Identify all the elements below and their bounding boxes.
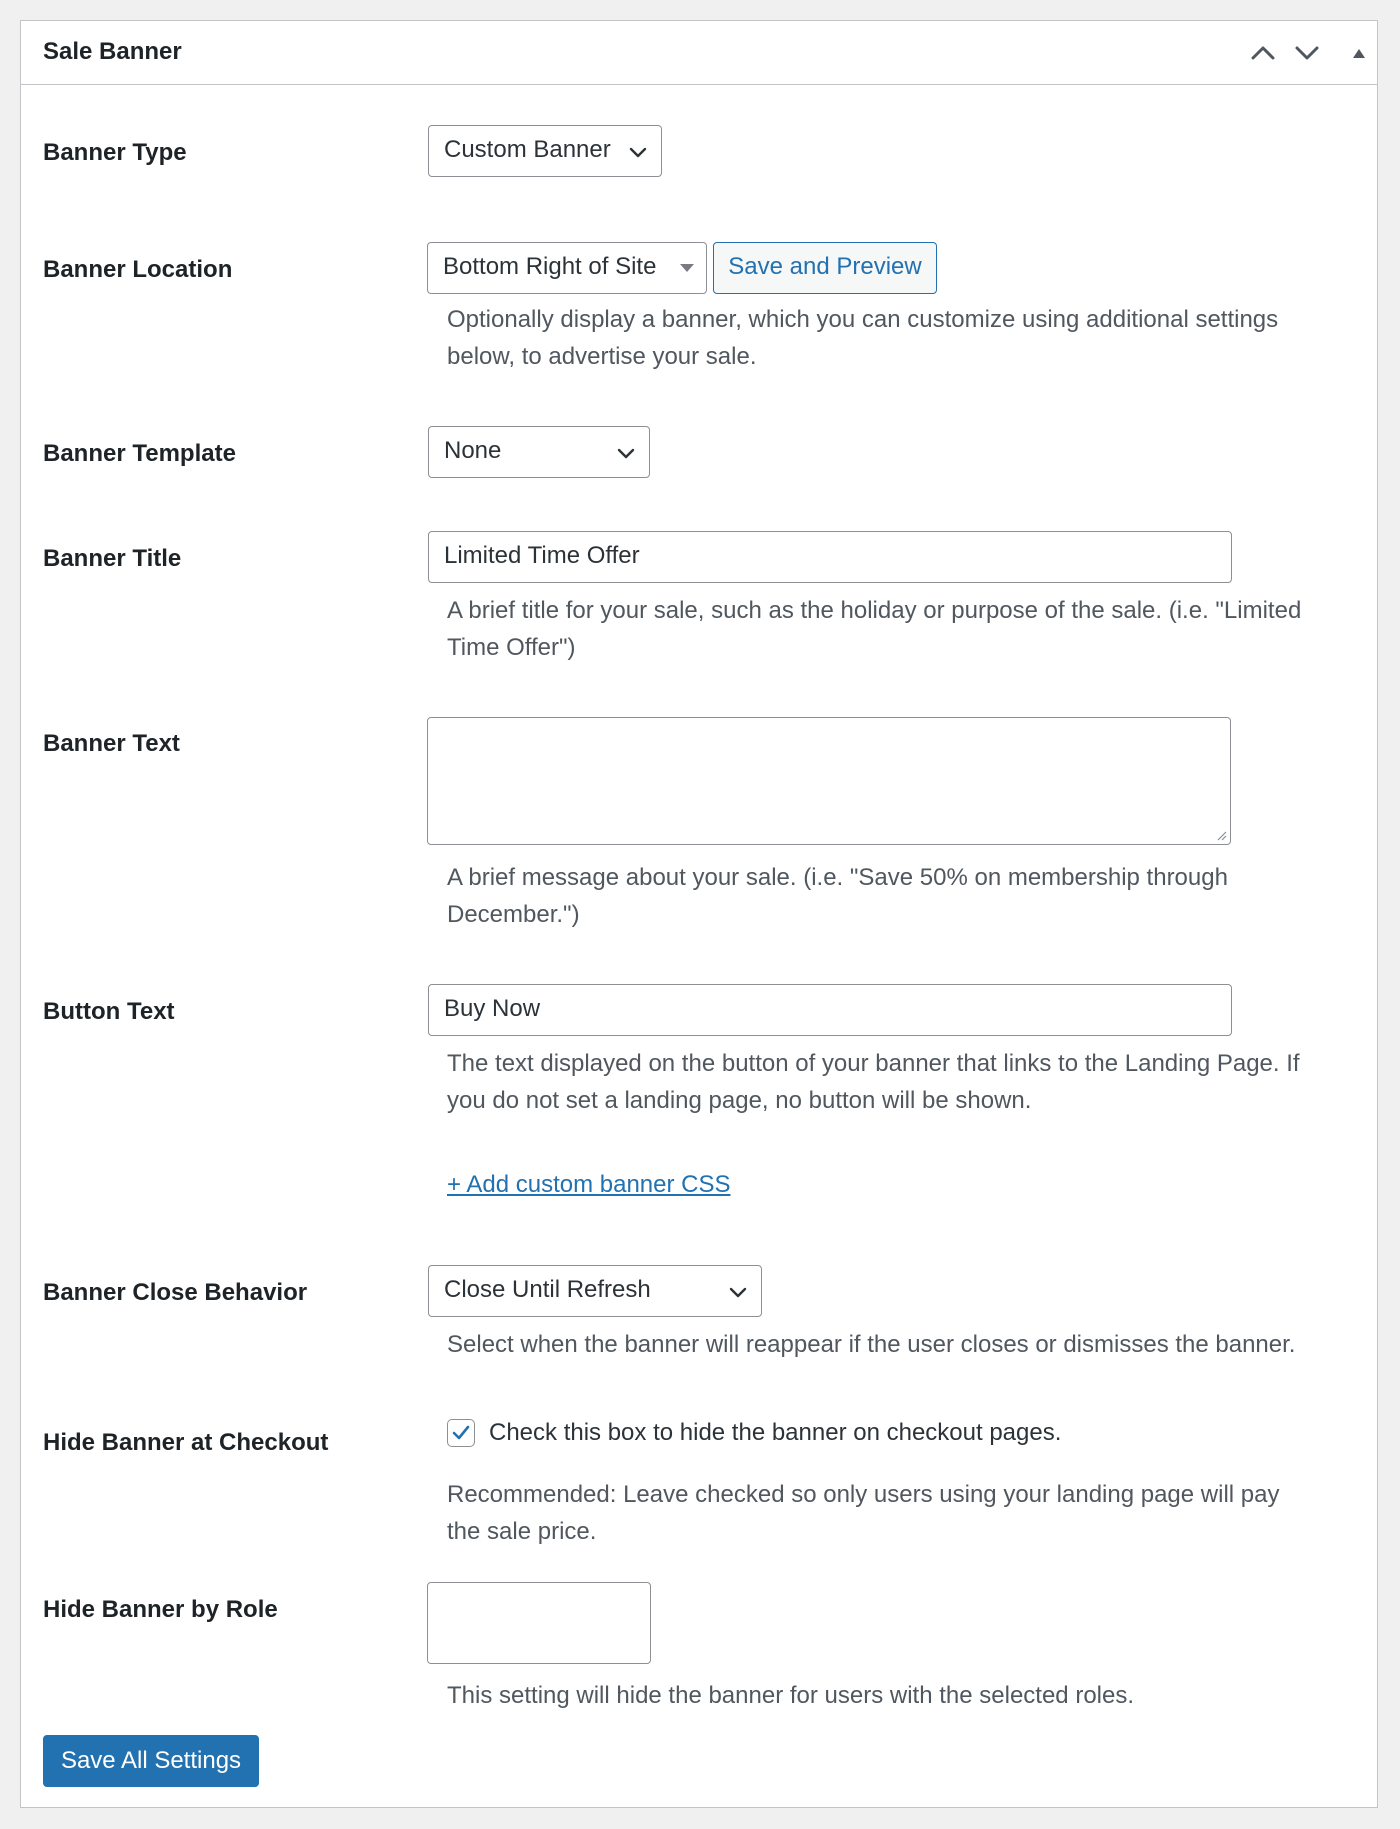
close-behavior-value: Close Until Refresh <box>444 1276 651 1303</box>
banner-template-select[interactable] <box>428 426 650 478</box>
hide-checkout-checkbox-label[interactable]: Check this box to hide the banner on checkout pages. <box>489 1419 1062 1446</box>
close-behavior-select[interactable] <box>428 1265 762 1317</box>
banner-title-label: Banner Title <box>43 545 182 572</box>
hide-role-select[interactable] <box>427 1582 651 1664</box>
sale-banner-panel <box>20 20 1378 1808</box>
button-text-description: The text displayed on the button of your banner that links to the Landing Page. If you do not set a landing page, no button will be shown. <box>447 1050 1300 1114</box>
chevron-up-icon[interactable] <box>1247 37 1279 69</box>
banner-type-select[interactable] <box>428 125 662 177</box>
panel-header <box>21 21 1377 85</box>
banner-text-textarea[interactable] <box>427 717 1231 845</box>
banner-title-description: A brief title for your sale, such as the holiday or purpose of the sale. (i.e. "Limited Time Offer") <box>447 597 1302 661</box>
banner-location-label: Banner Location <box>43 256 233 283</box>
banner-location-value: Bottom Right of Site <box>443 253 657 280</box>
triangle-up-icon[interactable] <box>1343 37 1375 69</box>
close-behavior-label: Banner Close Behavior <box>43 1279 308 1306</box>
chevron-down-icon <box>727 1281 749 1303</box>
banner-type-value: Custom Banner <box>444 136 611 163</box>
banner-title-input[interactable]: Limited Time Offer <box>428 531 1232 583</box>
banner-type-label: Banner Type <box>43 139 187 166</box>
dropdown-arrow-icon <box>680 263 694 273</box>
banner-text-label: Banner Text <box>43 730 180 757</box>
add-custom-css-link[interactable]: + Add custom banner CSS <box>447 1171 731 1198</box>
banner-text-description: A brief message about your sale. (i.e. "Save 50% on membership through December.") <box>447 864 1228 928</box>
hide-role-description: This setting will hide the banner for users with the selected roles. <box>447 1682 1135 1709</box>
banner-template-label: Banner Template <box>43 440 236 467</box>
chevron-down-icon[interactable] <box>1291 37 1323 69</box>
checkmark-icon <box>450 1422 472 1444</box>
resize-grip-icon[interactable] <box>1217 831 1227 841</box>
banner-location-description: Optionally display a banner, which you can customize using additional settings below, to advertise your sale. <box>447 306 1279 370</box>
save-and-preview-button[interactable]: Save and Preview <box>713 242 937 294</box>
banner-location-select[interactable] <box>427 242 707 294</box>
close-behavior-description: Select when the banner will reappear if the user closes or dismisses the banner. <box>447 1331 1296 1358</box>
banner-template-value: None <box>444 437 502 464</box>
panel-title: Sale Banner <box>43 38 182 65</box>
button-text-input[interactable]: Buy Now <box>428 984 1232 1036</box>
hide-checkout-description: Recommended: Leave checked so only users using your landing page will pay the sale price. <box>447 1481 1280 1545</box>
chevron-down-icon <box>627 141 649 163</box>
button-text-label: Button Text <box>43 998 175 1025</box>
chevron-down-icon <box>615 442 637 464</box>
hide-checkout-checkbox[interactable] <box>447 1419 475 1447</box>
hide-checkout-label: Hide Banner at Checkout <box>43 1429 329 1456</box>
save-all-settings-button[interactable]: Save All Settings <box>43 1735 259 1787</box>
hide-role-label: Hide Banner by Role <box>43 1596 278 1623</box>
